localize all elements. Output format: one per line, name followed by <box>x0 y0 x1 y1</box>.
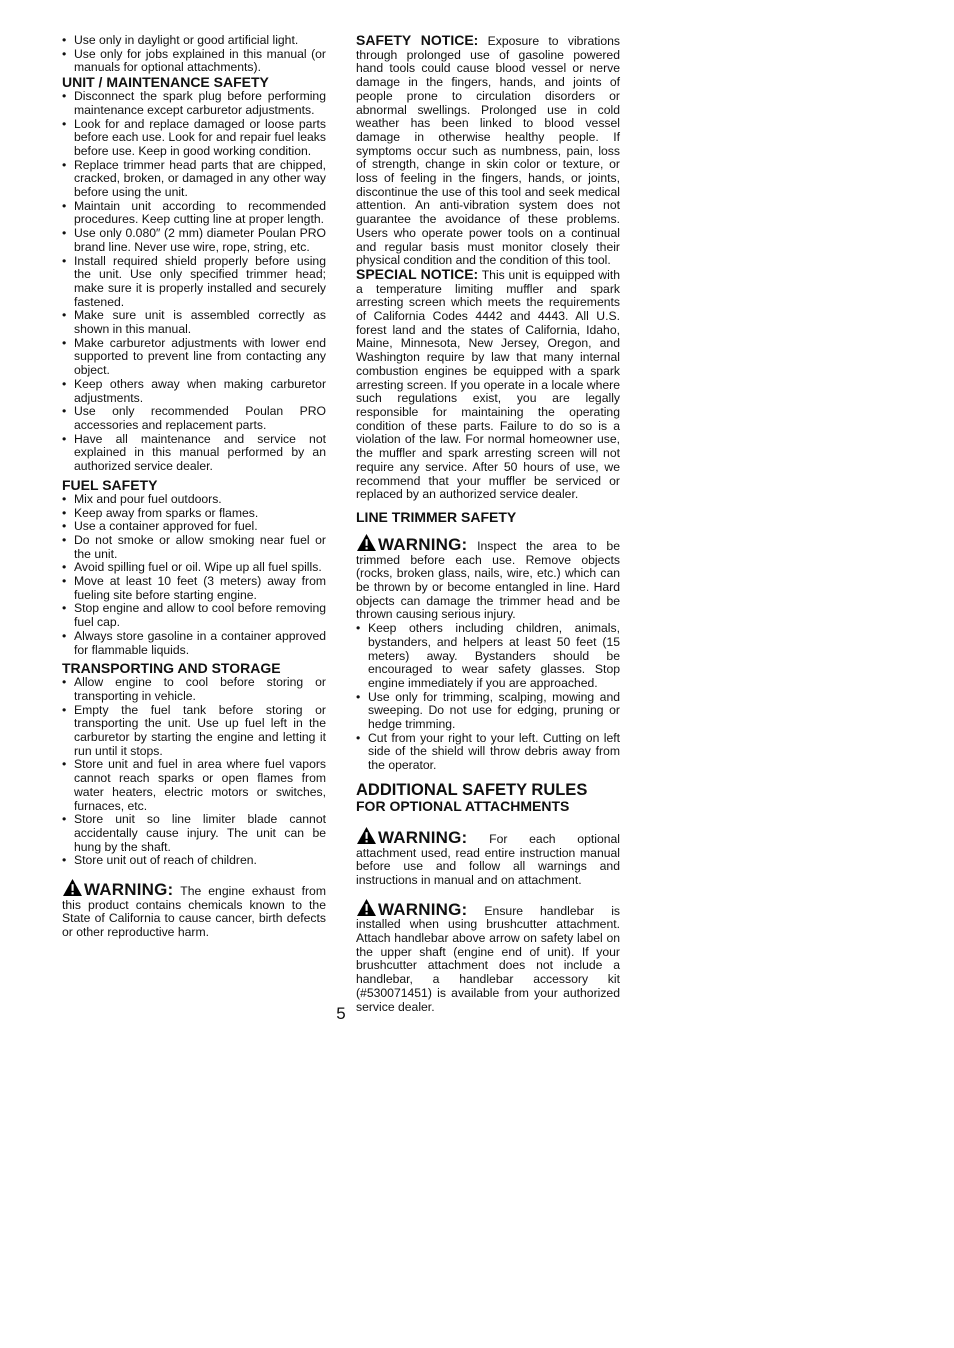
list-item: • Install required shield properly before using the unit. Use only specified trimmer head; make sure it is properly installed and securely fastened. <box>62 255 326 310</box>
optional-attachments-subheading: FOR OPTIONAL ATTACHMENTS <box>356 797 570 814</box>
safety-notice-text: Exposure to vibrations through prolonged use of gasoline powered hand tools could cause blood vessel or nerve damage in the fingers, hands, and joints of people prone to circulation disorders or abnormal swellings. Prolonged use in cold weather has been linked to blood vessel damage in otherwise healthy people. If symptoms occur such as numbness, pain, loss of strength, change in skin color or texture, or loss of feeling in the fingers, hands, or joints, discontinue the use of this tool and seek medical attention. An anti-vibration system does not guarantee the avoidance of these problems. Users who operate power tools on a continual and regular basis must monitor closely their physical condition and the condition of this tool. <box>356 34 621 268</box>
transporting-storage-heading: TRANSPORTING AND STORAGE <box>62 660 281 677</box>
safety-notice <box>356 34 620 268</box>
list-item: • Maintain unit according to recommended procedures. Keep cutting line at proper length. <box>62 200 326 227</box>
list-item: • Store unit and fuel in area where fuel vapors cannot reach sparks or open flames from water heaters, electric motors or switches, furnaces, etc. <box>62 758 326 813</box>
safety-notice-label: SAFETY NOTICE: <box>356 32 479 48</box>
special-notice-label: SPECIAL NOTICE: <box>356 265 479 282</box>
attachment-warning <box>356 826 620 888</box>
list-item: • Disconnect the spark plug before performing maintenance except carburetor adjustments. <box>62 90 326 117</box>
list-item: • Move at least 10 feet (3 meters) away from fueling site before starting engine. <box>62 575 326 602</box>
handlebar-warning <box>356 898 620 1015</box>
transporting-storage-list <box>62 676 326 868</box>
additional-safety-heading: ADDITIONAL SAFETY RULES <box>356 780 588 799</box>
warning-triangle-icon <box>62 878 83 897</box>
line-trimmer-warning <box>356 533 620 622</box>
fuel-safety-heading: FUEL SAFETY <box>62 476 158 493</box>
warning-text: Inspect the area to be trimmed before each use. Remove objects (rocks, broken glass, nails, wire, etc.) which can be thrown by or become entangled in line. Hard objects can damage the trimmer head and be thrown causing serious injury. <box>356 538 620 622</box>
list-item: • Look for and replace damaged or loose parts before each use. Look for and repair fuel leaks before use. Keep in good working condition. <box>62 118 326 159</box>
line-trimmer-heading: LINE TRIMMER SAFETY <box>356 508 517 525</box>
list-item: • Keep others including children, animals, bystanders, and helpers at least 50 feet (15 meters) away. Bystanders should be encouraged to wear safety glasses. Stop engine immediately if you are approached. <box>356 622 620 691</box>
list-item: • Use only recommended Poulan PRO accessories and replacement parts. <box>62 405 326 432</box>
line-trimmer-list <box>356 622 620 773</box>
page-number: 5 <box>336 1004 346 1023</box>
list-item: • Avoid spilling fuel or oil. Wipe up all fuel spills. <box>62 561 326 575</box>
list-item: • Have all maintenance and service not explained in this manual performed by an authorized service dealer. <box>62 433 326 474</box>
warning-label: WARNING: <box>378 534 468 554</box>
warning-triangle-icon <box>356 533 377 552</box>
warning-label: WARNING: <box>378 827 468 847</box>
warning-triangle-icon <box>356 826 377 845</box>
warning-text: The engine exhaust from this product contains chemicals known to the State of California to cause cancer, birth defects or other reproductive harm. <box>62 884 326 940</box>
list-item: • Keep away from sparks or flames. <box>62 507 326 521</box>
unit-maintenance-list <box>62 90 326 474</box>
list-item: • Always store gasoline in a container approved for flammable liquids. <box>62 630 326 657</box>
warning-label: WARNING: <box>378 899 468 919</box>
special-notice-text: This unit is equipped with a temperature limiting muffler and spark arresting screen which meets the requirements of California Codes 4442 and 4443. All U.S. forest land and the states of California, Idaho, Maine, Minnesota, New Jersey, Oregon, and Washington require by law that many internal combustion engines be equipped with a spark arresting screen. If you operate in a locale where such regulations exist, you are legally responsible for maintaining the operating condition of these parts. Failure to do so is a violation of the law. For normal homeowner use, the muffler and spark arresting screen will not require any service. After 50 hours of use, we recommend that your muffler be serviced or replaced by an authorized service dealer. <box>356 267 620 502</box>
list-item: • Mix and pour fuel outdoors. <box>62 493 326 507</box>
list-item: • Stop engine and allow to cool before removing fuel cap. <box>62 602 326 629</box>
list-item: • Make carburetor adjustments with lower end supported to prevent line from contacting any object. <box>62 337 326 378</box>
list-item: • Keep others away when making carburetor adjustments. <box>62 378 326 405</box>
list-item: • Replace trimmer head parts that are chipped, cracked, broken, or damaged in any other way before using the unit. <box>62 159 326 200</box>
list-item: • Cut from your right to your left. Cutting on left side of the shield will throw debris away from the operator. <box>356 732 620 773</box>
warning-label: WARNING: <box>84 880 174 900</box>
list-item: • Empty the fuel tank before storing or transporting the unit. Use up fuel left in the carburetor by starting the engine and letting it run until it stops. <box>62 704 326 759</box>
special-notice <box>356 265 620 502</box>
list-item: • Use only for jobs explained in this manual (or manuals for optional attachments). <box>62 48 326 75</box>
list-item: • Use only for trimming, scalping, mowing and sweeping. Do not use for edging, pruning or hedge trimming. <box>356 691 620 732</box>
list-item: • Allow engine to cool before storing or transporting in vehicle. <box>62 676 326 703</box>
list-item: • Use only in daylight or good artificial light. <box>62 34 326 48</box>
unit-maintenance-heading: UNIT / MAINTENANCE SAFETY <box>62 74 269 91</box>
list-item: • Store unit so line limiter blade cannot accidentally cause injury. The unit can be hung by the shaft. <box>62 813 326 854</box>
list-item: • Store unit out of reach of children. <box>62 854 326 868</box>
intro-bullet-list <box>62 34 326 75</box>
warning-text: Ensure handlebar is installed when using brushcutter attachment. Attach handlebar above arrow on safety label on the upper shaft (engine end of unit). If your brushcutter attachment does not include a handlebar, a handlebar accessory kit (#530071451) is available from your authorized service dealer. <box>356 903 621 1014</box>
list-item: • Make sure unit is assembled correctly as shown in this manual. <box>62 309 326 336</box>
fuel-safety-list <box>62 493 326 657</box>
exhaust-warning <box>62 878 326 940</box>
warning-text: For each optional attachment used, read entire instruction manual before use and follow all warnings and instructions in manual and on attachment. <box>356 831 620 887</box>
warning-triangle-icon <box>356 898 377 917</box>
list-item: • Use a container approved for fuel. <box>62 520 326 534</box>
list-item: • Do not smoke or allow smoking near fuel or the unit. <box>62 534 326 561</box>
right-column <box>356 34 620 1014</box>
left-column <box>62 34 326 940</box>
list-item: • Use only 0.080″ (2 mm) diameter Poulan PRO brand line. Never use wire, rope, string, etc. <box>62 227 326 254</box>
